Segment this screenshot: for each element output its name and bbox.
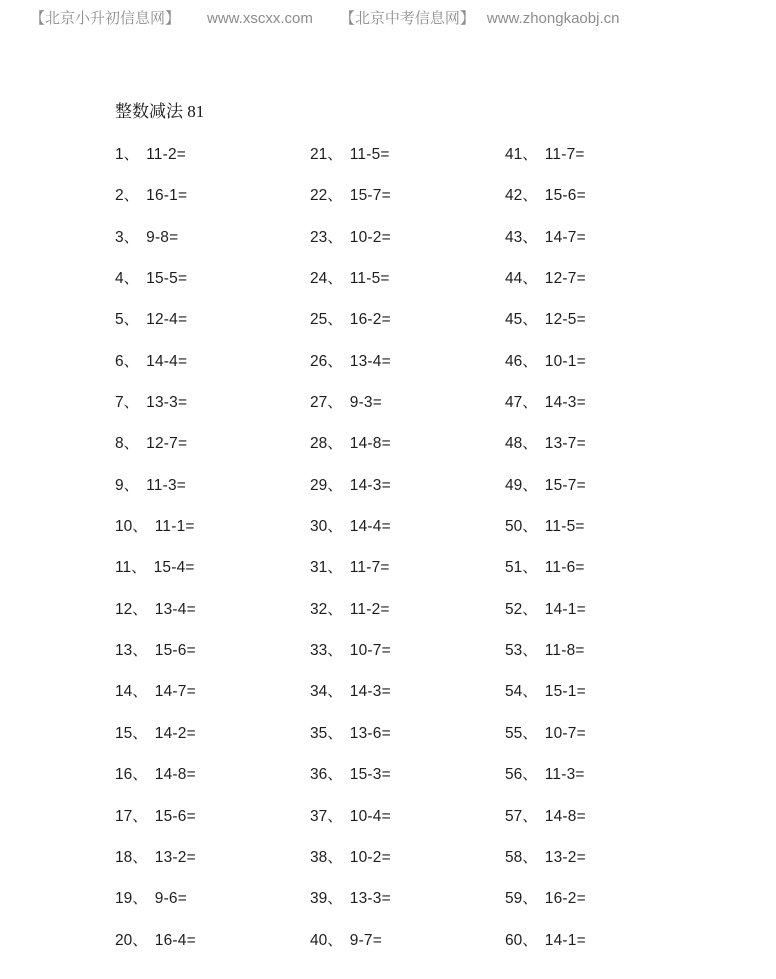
problem-number: 3、 xyxy=(115,228,140,246)
problem-expression: 12-5= xyxy=(544,311,586,329)
problem-expression: 11-5= xyxy=(349,270,390,288)
problem-expression: 15-4= xyxy=(153,559,195,577)
problem-number: 7、 xyxy=(115,394,140,412)
problem-number: 24、 xyxy=(310,270,343,288)
problem-number: 46、 xyxy=(505,352,538,370)
problem-expression: 9-7= xyxy=(349,931,383,949)
problem-item xyxy=(115,848,310,889)
problem-item xyxy=(115,476,310,517)
problem-expression: 15-3= xyxy=(349,766,391,784)
problem-expression: 11-3= xyxy=(146,476,187,494)
problem-item xyxy=(505,434,700,475)
problem-expression: 11-1= xyxy=(154,518,195,536)
problem-number: 25、 xyxy=(310,311,343,329)
problem-number: 8、 xyxy=(115,435,140,453)
problem-number: 41、 xyxy=(505,146,538,163)
site2-url: www.zhongkaobj.cn xyxy=(486,10,620,27)
problem-item xyxy=(505,269,700,310)
problem-item xyxy=(505,724,700,765)
problem-expression: 14-8= xyxy=(349,435,391,453)
problem-number: 5、 xyxy=(115,311,140,329)
problem-number: 47、 xyxy=(505,394,538,412)
problem-item xyxy=(505,352,700,393)
problem-number: 44、 xyxy=(505,270,538,288)
problem-item xyxy=(310,352,505,393)
problem-item xyxy=(115,931,310,972)
problem-expression: 16-4= xyxy=(154,931,196,949)
site-header xyxy=(30,8,756,30)
problem-number: 55、 xyxy=(505,724,538,742)
problem-expression: 16-1= xyxy=(146,187,188,205)
problem-number: 30、 xyxy=(310,518,343,536)
problem-item xyxy=(115,889,310,930)
problem-expression: 10-2= xyxy=(349,228,391,246)
worksheet-title: 整数减法 81 xyxy=(115,102,205,121)
problem-item xyxy=(505,186,700,227)
problem-item xyxy=(505,145,700,186)
problem-item xyxy=(115,682,310,723)
problem-expression: 15-6= xyxy=(154,807,196,825)
problem-expression: 11-3= xyxy=(544,766,585,784)
problem-number: 56、 xyxy=(505,766,538,784)
problem-expression: 11-6= xyxy=(544,559,585,577)
problem-number: 42、 xyxy=(505,187,538,205)
problem-item xyxy=(505,682,700,723)
problem-item xyxy=(115,517,310,558)
problem-number: 51、 xyxy=(505,559,538,577)
problem-item xyxy=(505,228,700,269)
problem-expression: 14-4= xyxy=(146,352,188,370)
problem-expression: 13-2= xyxy=(154,848,196,866)
problem-number: 36、 xyxy=(310,766,343,784)
problem-number: 27、 xyxy=(310,394,343,412)
problem-number: 58、 xyxy=(505,848,538,866)
problem-number: 31、 xyxy=(310,559,343,577)
problem-number: 18、 xyxy=(115,848,148,866)
problem-item xyxy=(115,765,310,806)
problem-number: 52、 xyxy=(505,600,538,618)
problem-item xyxy=(310,600,505,641)
problem-number: 23、 xyxy=(310,228,343,246)
problem-expression: 13-7= xyxy=(544,435,586,453)
problem-number: 26、 xyxy=(310,352,343,370)
problem-number: 10、 xyxy=(115,518,148,536)
problem-item xyxy=(505,517,700,558)
problem-item xyxy=(310,269,505,310)
problem-expression: 14-1= xyxy=(544,600,586,618)
problem-number: 39、 xyxy=(310,890,343,908)
problem-item xyxy=(115,352,310,393)
problem-item xyxy=(310,393,505,434)
problem-expression: 15-7= xyxy=(544,476,586,494)
problem-item xyxy=(505,558,700,599)
problem-number: 14、 xyxy=(115,683,148,701)
problem-expression: 14-1= xyxy=(544,931,586,949)
problem-expression: 13-4= xyxy=(349,352,391,370)
problem-number: 13、 xyxy=(115,642,148,660)
site2-name: 【北京中考信息网】 xyxy=(339,10,475,27)
problem-expression: 13-6= xyxy=(349,724,391,742)
problem-item xyxy=(505,310,700,351)
problem-item xyxy=(310,186,505,227)
problem-item xyxy=(505,848,700,889)
problem-item xyxy=(505,476,700,517)
problem-expression: 12-7= xyxy=(146,435,188,453)
problem-expression: 11-7= xyxy=(544,146,585,163)
problem-item xyxy=(115,558,310,599)
problems-column-2 xyxy=(310,145,505,972)
problem-expression: 14-3= xyxy=(544,394,586,412)
problem-expression: 14-4= xyxy=(349,518,391,536)
problem-item xyxy=(115,641,310,682)
problem-expression: 14-7= xyxy=(154,683,196,701)
problem-expression: 16-2= xyxy=(544,890,586,908)
problem-item xyxy=(310,434,505,475)
problem-number: 16、 xyxy=(115,766,148,784)
problem-item xyxy=(310,517,505,558)
problem-expression: 9-8= xyxy=(146,228,179,246)
problem-number: 38、 xyxy=(310,848,343,866)
problem-expression: 15-5= xyxy=(146,270,188,288)
problem-item xyxy=(310,807,505,848)
problem-item xyxy=(505,600,700,641)
problem-item xyxy=(115,434,310,475)
problem-item xyxy=(310,641,505,682)
problem-number: 60、 xyxy=(505,931,538,949)
problem-expression: 12-7= xyxy=(544,270,586,288)
problem-number: 32、 xyxy=(310,600,343,618)
problem-number: 50、 xyxy=(505,518,538,536)
problem-item xyxy=(310,476,505,517)
problem-expression: 10-2= xyxy=(349,848,391,866)
problem-number: 9、 xyxy=(115,476,140,494)
problem-expression: 14-3= xyxy=(349,476,391,494)
problem-number: 2、 xyxy=(115,187,140,205)
problem-expression: 13-4= xyxy=(154,600,196,618)
problem-item xyxy=(310,931,505,972)
problem-number: 20、 xyxy=(115,931,148,949)
problem-expression: 16-2= xyxy=(349,311,391,329)
problem-item xyxy=(115,807,310,848)
problem-item xyxy=(310,724,505,765)
problem-expression: 11-5= xyxy=(349,146,390,163)
problem-item xyxy=(505,765,700,806)
problem-number: 15、 xyxy=(115,724,148,742)
problem-item xyxy=(310,228,505,269)
problem-expression: 10-7= xyxy=(349,642,391,660)
problem-item xyxy=(115,724,310,765)
problem-number: 17、 xyxy=(115,807,148,825)
problem-number: 11、 xyxy=(115,559,147,577)
problem-number: 12、 xyxy=(115,600,148,618)
problem-item xyxy=(115,228,310,269)
problem-item xyxy=(115,186,310,227)
problem-item xyxy=(115,310,310,351)
problem-item xyxy=(310,765,505,806)
site1-name: 【北京小升初信息网】 xyxy=(30,10,181,27)
problem-number: 37、 xyxy=(310,807,343,825)
problem-number: 4、 xyxy=(115,270,140,288)
problem-number: 57、 xyxy=(505,807,538,825)
problem-expression: 14-2= xyxy=(154,724,196,742)
site1-url: www.xscxx.com xyxy=(207,10,313,27)
problem-number: 21、 xyxy=(310,146,343,163)
problem-item xyxy=(505,931,700,972)
problem-expression: 14-3= xyxy=(349,683,391,701)
problem-expression: 14-8= xyxy=(544,807,586,825)
problem-expression: 13-3= xyxy=(146,394,188,412)
problems-column-3 xyxy=(505,145,700,972)
problem-number: 54、 xyxy=(505,683,538,701)
problem-item xyxy=(505,641,700,682)
problem-expression: 10-1= xyxy=(544,352,586,370)
problem-number: 49、 xyxy=(505,476,538,494)
problem-item xyxy=(505,889,700,930)
problem-number: 19、 xyxy=(115,890,148,908)
problem-expression: 11-2= xyxy=(146,146,187,163)
problem-item xyxy=(115,600,310,641)
problem-expression: 11-8= xyxy=(544,642,585,660)
problem-item xyxy=(310,310,505,351)
problem-number: 1、 xyxy=(115,146,140,163)
problem-number: 53、 xyxy=(505,642,538,660)
problem-expression: 12-4= xyxy=(146,311,188,329)
problem-number: 48、 xyxy=(505,435,538,453)
problem-expression: 10-7= xyxy=(544,724,586,742)
problem-item xyxy=(115,269,310,310)
problem-number: 40、 xyxy=(310,931,343,949)
problem-number: 6、 xyxy=(115,352,140,370)
problem-number: 35、 xyxy=(310,724,343,742)
problem-number: 43、 xyxy=(505,228,538,246)
problem-expression: 11-7= xyxy=(349,559,390,577)
problem-expression: 14-7= xyxy=(544,228,586,246)
problem-expression: 9-6= xyxy=(154,890,188,908)
problem-expression: 15-1= xyxy=(544,683,586,701)
problem-number: 29、 xyxy=(310,476,343,494)
problem-expression: 11-5= xyxy=(544,518,585,536)
problem-item xyxy=(115,145,310,186)
problem-item xyxy=(505,393,700,434)
problems-grid xyxy=(115,145,700,972)
problem-expression: 15-7= xyxy=(349,187,391,205)
problem-item xyxy=(115,393,310,434)
problem-item xyxy=(310,682,505,723)
problem-expression: 9-3= xyxy=(349,394,383,412)
problem-item xyxy=(310,848,505,889)
problem-expression: 13-2= xyxy=(544,848,586,866)
problem-number: 59、 xyxy=(505,890,538,908)
problem-expression: 14-8= xyxy=(154,766,196,784)
problem-expression: 13-3= xyxy=(349,890,391,908)
problem-number: 22、 xyxy=(310,187,343,205)
problem-number: 34、 xyxy=(310,683,343,701)
problem-expression: 15-6= xyxy=(154,642,196,660)
problems-column-1 xyxy=(115,145,310,972)
problem-number: 33、 xyxy=(310,642,343,660)
problem-expression: 10-4= xyxy=(349,807,391,825)
problem-number: 45、 xyxy=(505,311,538,329)
problem-number: 28、 xyxy=(310,435,343,453)
problem-item xyxy=(310,558,505,599)
problem-expression: 15-6= xyxy=(544,187,586,205)
problem-item xyxy=(310,889,505,930)
problem-item xyxy=(505,807,700,848)
problem-item xyxy=(310,145,505,186)
problem-expression: 11-2= xyxy=(349,600,390,618)
